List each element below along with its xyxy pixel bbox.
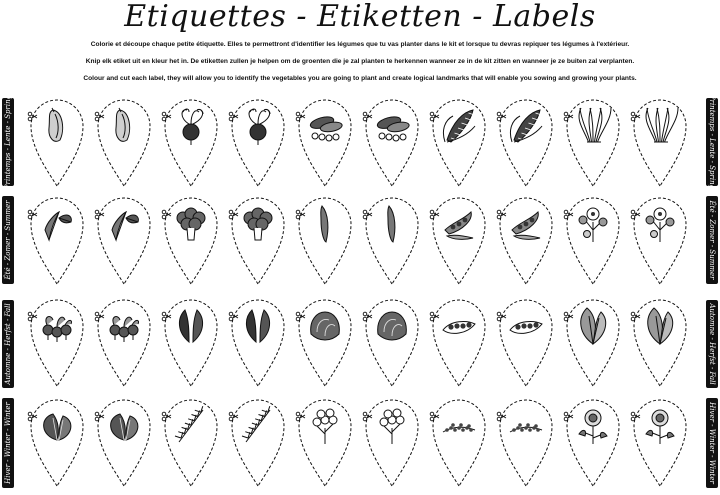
- lettuce-icon: [311, 312, 340, 340]
- plant-label: [296, 400, 351, 486]
- season-tab-right-summer: Été - Zomer - Summer: [706, 196, 718, 284]
- season-tab-right-spring: Printemps - Lente - Spring: [708, 94, 716, 190]
- plant-label: [363, 100, 418, 186]
- plant-label: [631, 198, 686, 284]
- plant-label: [631, 300, 686, 386]
- plant-label: [95, 100, 150, 186]
- plant-label: [229, 198, 284, 284]
- plant-label: [28, 100, 83, 186]
- plant-label: [363, 198, 418, 284]
- plant-label: [430, 300, 485, 386]
- plant-label: [497, 100, 552, 186]
- season-tab-right-winter: Hiver - Winter - Winter: [706, 398, 718, 488]
- season-tab-left-summer: Été - Zomer - Summer: [2, 196, 14, 284]
- plant-label: [162, 400, 217, 486]
- plant-label: [95, 300, 150, 386]
- season-tab-left-fall: Automne - Herfst - Fall: [2, 300, 14, 388]
- plant-label: [296, 198, 351, 284]
- plant-label: [229, 100, 284, 186]
- plant-label: [95, 198, 150, 284]
- plant-label: [564, 300, 619, 386]
- season-tab-right-fall: Automne - Herfst - Fall: [706, 300, 718, 388]
- plant-label: [497, 300, 552, 386]
- plant-label: [363, 400, 418, 486]
- plant-label: [162, 100, 217, 186]
- plant-label: [28, 400, 83, 486]
- plant-label: [296, 300, 351, 386]
- plant-label: [229, 300, 284, 386]
- plant-label: [296, 100, 351, 186]
- lettuce-icon: [378, 312, 407, 340]
- plant-label: [95, 400, 150, 486]
- plant-label: [564, 198, 619, 284]
- plant-label: [430, 400, 485, 486]
- plant-label: [28, 300, 83, 386]
- plant-label: [631, 100, 686, 186]
- plant-label: [229, 400, 284, 486]
- plant-label: [430, 100, 485, 186]
- instructions-en: Colour and cut each label, they will allow you to identify the vegetables you are going to plant and create logical landmarks that will enable you sowing and growing your plants.: [83, 75, 637, 82]
- season-tab-left-winter: Hiver - Winter - Winter: [2, 398, 14, 488]
- instructions-fr: Colorie et découpe chaque petite étiquette. Elles te permettront d'identifier les légumes que tu vas planter dans le kit et lorsque tu devras repiquer tes légumes à l'extérieur.: [90, 41, 630, 48]
- plant-label: [564, 400, 619, 486]
- plant-label: [162, 198, 217, 284]
- plant-label: [497, 400, 552, 486]
- plant-label: [162, 300, 217, 386]
- plant-label: [631, 400, 686, 486]
- page-title: Etiquettes - Etiketten - Labels: [124, 0, 596, 34]
- plant-label: [564, 100, 619, 186]
- plant-label: [363, 300, 418, 386]
- plant-label: [497, 198, 552, 284]
- instructions-nl: Knip elk etiket uit en kleur het in. De etiketten zullen je helpen om de groenten die je zal planten te herkennen wanneer ze in de kit zitten en wanneer je ze buiten zal verplanten.: [85, 58, 635, 65]
- season-tab-left-spring: Printemps - Lente - Spring: [4, 94, 12, 190]
- plant-label: [430, 198, 485, 284]
- plant-label: [28, 198, 83, 284]
